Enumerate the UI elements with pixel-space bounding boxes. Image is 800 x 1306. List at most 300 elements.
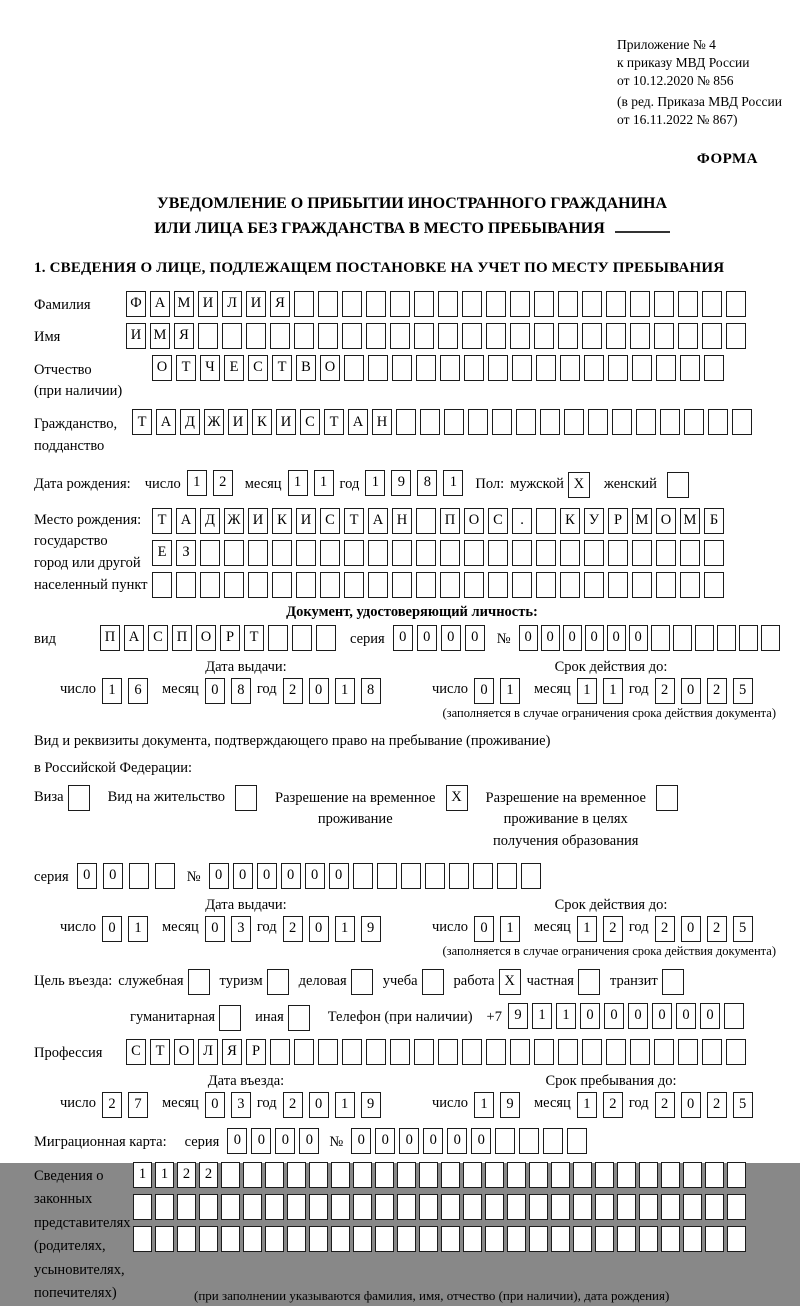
char-cell[interactable]: 2 — [707, 678, 727, 704]
char-cell[interactable] — [416, 540, 436, 566]
char-cell[interactable] — [651, 625, 670, 651]
birth-place-cells-row3[interactable] — [152, 572, 728, 598]
char-cell[interactable] — [560, 572, 580, 598]
char-cell[interactable] — [392, 572, 412, 598]
char-cell[interactable] — [309, 1194, 328, 1220]
phone-number-cells[interactable] — [508, 1003, 748, 1029]
char-cell[interactable] — [507, 1162, 526, 1188]
char-cell[interactable] — [390, 1039, 410, 1065]
char-cell[interactable]: 2 — [655, 678, 675, 704]
char-cell[interactable]: 1 — [577, 678, 597, 704]
char-cell[interactable]: Т — [272, 355, 292, 381]
char-cell[interactable] — [224, 540, 244, 566]
char-cell[interactable]: 0 — [309, 916, 329, 942]
char-cell[interactable] — [705, 1226, 724, 1252]
doc-type-cells[interactable] — [100, 625, 340, 651]
purpose-other-checkbox[interactable] — [288, 1005, 310, 1031]
char-cell[interactable] — [246, 323, 266, 349]
purpose-business-checkbox[interactable] — [351, 969, 373, 995]
char-cell[interactable]: Е — [224, 355, 244, 381]
char-cell[interactable]: 0 — [375, 1128, 395, 1154]
char-cell[interactable]: 0 — [205, 1092, 225, 1118]
char-cell[interactable]: 0 — [257, 863, 277, 889]
char-cell[interactable]: X — [499, 969, 521, 995]
char-cell[interactable] — [660, 409, 680, 435]
char-cell[interactable] — [717, 625, 736, 651]
char-cell[interactable]: . — [512, 508, 532, 534]
char-cell[interactable]: 0 — [281, 863, 301, 889]
char-cell[interactable] — [368, 355, 388, 381]
char-cell[interactable] — [727, 1162, 746, 1188]
char-cell[interactable]: 1 — [365, 470, 385, 496]
char-cell[interactable] — [200, 572, 220, 598]
residence-issue-year-cells[interactable] — [283, 916, 387, 942]
char-cell[interactable] — [519, 1128, 539, 1154]
char-cell[interactable] — [440, 540, 460, 566]
char-cell[interactable] — [248, 540, 268, 566]
char-cell[interactable] — [560, 355, 580, 381]
char-cell[interactable]: А — [124, 625, 144, 651]
char-cell[interactable]: С — [126, 1039, 146, 1065]
char-cell[interactable] — [441, 1162, 460, 1188]
char-cell[interactable]: А — [348, 409, 368, 435]
char-cell[interactable] — [726, 1039, 746, 1065]
char-cell[interactable]: 0 — [351, 1128, 371, 1154]
char-cell[interactable] — [272, 572, 292, 598]
char-cell[interactable]: Н — [372, 409, 392, 435]
char-cell[interactable]: 1 — [288, 470, 308, 496]
birth-day-cells[interactable] — [187, 470, 239, 496]
char-cell[interactable] — [543, 1128, 563, 1154]
char-cell[interactable] — [272, 540, 292, 566]
char-cell[interactable] — [318, 1039, 338, 1065]
char-cell[interactable] — [656, 540, 676, 566]
char-cell[interactable]: 0 — [563, 625, 582, 651]
char-cell[interactable] — [287, 1194, 306, 1220]
char-cell[interactable]: 0 — [604, 1003, 624, 1029]
char-cell[interactable]: 0 — [441, 625, 461, 651]
char-cell[interactable]: 0 — [629, 625, 648, 651]
char-cell[interactable] — [534, 323, 554, 349]
entry-day-cells[interactable] — [102, 1092, 154, 1118]
char-cell[interactable] — [529, 1162, 548, 1188]
residence-valid-year-cells[interactable] — [655, 916, 759, 942]
char-cell[interactable] — [318, 291, 338, 317]
char-cell[interactable] — [449, 863, 469, 889]
char-cell[interactable] — [221, 1162, 240, 1188]
char-cell[interactable] — [702, 1039, 722, 1065]
char-cell[interactable] — [473, 863, 493, 889]
char-cell[interactable] — [270, 1039, 290, 1065]
char-cell[interactable] — [368, 540, 388, 566]
char-cell[interactable] — [309, 1162, 328, 1188]
char-cell[interactable] — [486, 291, 506, 317]
char-cell[interactable] — [617, 1162, 636, 1188]
char-cell[interactable]: М — [174, 291, 194, 317]
char-cell[interactable] — [342, 1039, 362, 1065]
char-cell[interactable] — [316, 625, 336, 651]
char-cell[interactable] — [288, 1005, 310, 1031]
char-cell[interactable] — [521, 863, 541, 889]
char-cell[interactable]: Д — [180, 409, 200, 435]
char-cell[interactable] — [268, 625, 288, 651]
char-cell[interactable] — [392, 355, 412, 381]
char-cell[interactable] — [678, 1039, 698, 1065]
id-valid-month-cells[interactable] — [577, 678, 629, 704]
char-cell[interactable] — [654, 1039, 674, 1065]
char-cell[interactable] — [375, 1162, 394, 1188]
char-cell[interactable]: М — [680, 508, 700, 534]
char-cell[interactable]: 1 — [474, 1092, 494, 1118]
char-cell[interactable] — [727, 1226, 746, 1252]
char-cell[interactable] — [390, 291, 410, 317]
char-cell[interactable]: 8 — [361, 678, 381, 704]
char-cell[interactable] — [617, 1226, 636, 1252]
char-cell[interactable] — [678, 291, 698, 317]
char-cell[interactable]: Р — [220, 625, 240, 651]
char-cell[interactable] — [573, 1226, 592, 1252]
doc-number-cells[interactable] — [519, 625, 783, 651]
char-cell[interactable] — [462, 1039, 482, 1065]
char-cell[interactable] — [248, 572, 268, 598]
char-cell[interactable]: П — [440, 508, 460, 534]
char-cell[interactable]: Ф — [126, 291, 146, 317]
char-cell[interactable] — [155, 1194, 174, 1220]
char-cell[interactable] — [656, 355, 676, 381]
char-cell[interactable]: X — [568, 472, 590, 498]
char-cell[interactable] — [488, 572, 508, 598]
char-cell[interactable]: А — [176, 508, 196, 534]
char-cell[interactable] — [536, 540, 556, 566]
char-cell[interactable]: 0 — [205, 916, 225, 942]
char-cell[interactable]: 9 — [361, 916, 381, 942]
char-cell[interactable] — [462, 291, 482, 317]
char-cell[interactable] — [486, 323, 506, 349]
char-cell[interactable]: 1 — [577, 1092, 597, 1118]
char-cell[interactable] — [176, 572, 196, 598]
char-cell[interactable] — [133, 1226, 152, 1252]
char-cell[interactable] — [296, 572, 316, 598]
char-cell[interactable] — [331, 1226, 350, 1252]
char-cell[interactable] — [488, 540, 508, 566]
char-cell[interactable] — [464, 355, 484, 381]
char-cell[interactable] — [463, 1162, 482, 1188]
char-cell[interactable] — [368, 572, 388, 598]
purpose-official-checkbox[interactable] — [188, 969, 210, 995]
char-cell[interactable]: Ж — [224, 508, 244, 534]
residence-series-cells[interactable] — [77, 863, 181, 889]
char-cell[interactable]: 0 — [227, 1128, 247, 1154]
char-cell[interactable] — [243, 1226, 262, 1252]
char-cell[interactable] — [235, 785, 257, 811]
birth-month-cells[interactable] — [288, 470, 340, 496]
char-cell[interactable] — [497, 863, 517, 889]
char-cell[interactable]: С — [148, 625, 168, 651]
char-cell[interactable]: 0 — [209, 863, 229, 889]
char-cell[interactable]: X — [446, 785, 468, 811]
char-cell[interactable]: 1 — [102, 678, 122, 704]
char-cell[interactable]: 0 — [681, 1092, 701, 1118]
char-cell[interactable]: Т — [176, 355, 196, 381]
char-cell[interactable] — [320, 572, 340, 598]
char-cell[interactable]: 0 — [423, 1128, 443, 1154]
char-cell[interactable] — [420, 409, 440, 435]
char-cell[interactable] — [331, 1194, 350, 1220]
char-cell[interactable] — [732, 409, 752, 435]
char-cell[interactable]: 2 — [177, 1162, 196, 1188]
char-cell[interactable]: К — [560, 508, 580, 534]
char-cell[interactable]: А — [368, 508, 388, 534]
legal-reps-cells-row2[interactable] — [133, 1194, 749, 1220]
char-cell[interactable]: Т — [150, 1039, 170, 1065]
char-cell[interactable]: 1 — [500, 678, 520, 704]
char-cell[interactable] — [463, 1194, 482, 1220]
char-cell[interactable] — [353, 863, 373, 889]
char-cell[interactable] — [612, 409, 632, 435]
char-cell[interactable] — [654, 323, 674, 349]
char-cell[interactable] — [392, 540, 412, 566]
char-cell[interactable] — [419, 1162, 438, 1188]
char-cell[interactable] — [270, 323, 290, 349]
char-cell[interactable] — [375, 1226, 394, 1252]
char-cell[interactable]: О — [152, 355, 172, 381]
char-cell[interactable] — [331, 1162, 350, 1188]
char-cell[interactable] — [632, 540, 652, 566]
char-cell[interactable] — [296, 540, 316, 566]
char-cell[interactable] — [512, 355, 532, 381]
char-cell[interactable] — [353, 1194, 372, 1220]
char-cell[interactable]: С — [300, 409, 320, 435]
char-cell[interactable] — [464, 540, 484, 566]
char-cell[interactable]: 1 — [603, 678, 623, 704]
char-cell[interactable]: 1 — [187, 470, 207, 496]
char-cell[interactable] — [606, 291, 626, 317]
id-issue-month-cells[interactable] — [205, 678, 257, 704]
char-cell[interactable]: 1 — [314, 470, 334, 496]
char-cell[interactable] — [608, 572, 628, 598]
char-cell[interactable] — [416, 355, 436, 381]
residence-valid-month-cells[interactable] — [577, 916, 629, 942]
char-cell[interactable] — [488, 355, 508, 381]
char-cell[interactable] — [462, 323, 482, 349]
char-cell[interactable] — [440, 355, 460, 381]
char-cell[interactable] — [198, 323, 218, 349]
char-cell[interactable] — [375, 1194, 394, 1220]
char-cell[interactable] — [529, 1226, 548, 1252]
id-issue-day-cells[interactable] — [102, 678, 154, 704]
char-cell[interactable]: 1 — [532, 1003, 552, 1029]
char-cell[interactable]: Ж — [204, 409, 224, 435]
char-cell[interactable] — [761, 625, 780, 651]
char-cell[interactable]: К — [272, 508, 292, 534]
char-cell[interactable]: Р — [246, 1039, 266, 1065]
char-cell[interactable] — [309, 1226, 328, 1252]
char-cell[interactable]: 0 — [251, 1128, 271, 1154]
char-cell[interactable]: О — [196, 625, 216, 651]
char-cell[interactable] — [678, 323, 698, 349]
char-cell[interactable]: С — [488, 508, 508, 534]
char-cell[interactable] — [540, 409, 560, 435]
char-cell[interactable]: С — [320, 508, 340, 534]
char-cell[interactable] — [222, 323, 242, 349]
char-cell[interactable] — [414, 323, 434, 349]
char-cell[interactable]: 0 — [585, 625, 604, 651]
visa-checkbox[interactable] — [68, 785, 90, 811]
char-cell[interactable]: И — [248, 508, 268, 534]
char-cell[interactable] — [704, 572, 724, 598]
char-cell[interactable] — [507, 1226, 526, 1252]
migration-card-series-cells[interactable] — [227, 1128, 323, 1154]
char-cell[interactable] — [630, 1039, 650, 1065]
char-cell[interactable]: 0 — [275, 1128, 295, 1154]
birth-place-cells-row2[interactable] — [152, 540, 728, 566]
char-cell[interactable] — [221, 1194, 240, 1220]
char-cell[interactable]: 8 — [417, 470, 437, 496]
migration-card-number-cells[interactable] — [351, 1128, 591, 1154]
char-cell[interactable]: 0 — [399, 1128, 419, 1154]
char-cell[interactable] — [558, 291, 578, 317]
char-cell[interactable]: 0 — [329, 863, 349, 889]
char-cell[interactable] — [294, 323, 314, 349]
char-cell[interactable] — [441, 1226, 460, 1252]
char-cell[interactable] — [632, 572, 652, 598]
char-cell[interactable]: 2 — [707, 1092, 727, 1118]
char-cell[interactable]: О — [174, 1039, 194, 1065]
char-cell[interactable] — [656, 785, 678, 811]
char-cell[interactable]: Л — [222, 291, 242, 317]
char-cell[interactable] — [656, 572, 676, 598]
char-cell[interactable] — [294, 291, 314, 317]
char-cell[interactable]: 9 — [391, 470, 411, 496]
char-cell[interactable]: С — [248, 355, 268, 381]
char-cell[interactable] — [582, 323, 602, 349]
char-cell[interactable] — [199, 1194, 218, 1220]
char-cell[interactable] — [534, 1039, 554, 1065]
char-cell[interactable] — [344, 572, 364, 598]
char-cell[interactable] — [265, 1226, 284, 1252]
char-cell[interactable]: О — [464, 508, 484, 534]
char-cell[interactable] — [133, 1194, 152, 1220]
char-cell[interactable]: 6 — [128, 678, 148, 704]
char-cell[interactable] — [416, 572, 436, 598]
char-cell[interactable] — [636, 409, 656, 435]
given-name-cells[interactable] — [126, 323, 750, 349]
char-cell[interactable] — [683, 1162, 702, 1188]
char-cell[interactable]: 0 — [233, 863, 253, 889]
char-cell[interactable] — [551, 1226, 570, 1252]
char-cell[interactable] — [578, 969, 600, 995]
char-cell[interactable]: 0 — [676, 1003, 696, 1029]
char-cell[interactable] — [704, 540, 724, 566]
char-cell[interactable] — [739, 625, 758, 651]
char-cell[interactable] — [444, 409, 464, 435]
char-cell[interactable] — [438, 323, 458, 349]
char-cell[interactable] — [219, 1005, 241, 1031]
doc-series-cells[interactable] — [393, 625, 489, 651]
char-cell[interactable]: 0 — [541, 625, 560, 651]
char-cell[interactable]: Н — [392, 508, 412, 534]
char-cell[interactable] — [673, 625, 692, 651]
char-cell[interactable]: П — [100, 625, 120, 651]
char-cell[interactable] — [573, 1162, 592, 1188]
char-cell[interactable] — [390, 323, 410, 349]
char-cell[interactable] — [606, 1039, 626, 1065]
char-cell[interactable] — [129, 863, 149, 889]
birth-place-cells-row1[interactable] — [152, 508, 728, 534]
purpose-study-checkbox[interactable] — [422, 969, 444, 995]
char-cell[interactable] — [292, 625, 312, 651]
char-cell[interactable] — [492, 409, 512, 435]
char-cell[interactable] — [366, 1039, 386, 1065]
char-cell[interactable] — [468, 409, 488, 435]
char-cell[interactable] — [318, 323, 338, 349]
char-cell[interactable]: 1 — [133, 1162, 152, 1188]
char-cell[interactable]: 2 — [603, 916, 623, 942]
char-cell[interactable] — [416, 508, 436, 534]
char-cell[interactable] — [617, 1194, 636, 1220]
char-cell[interactable]: А — [150, 291, 170, 317]
char-cell[interactable] — [344, 540, 364, 566]
residence-number-cells[interactable] — [209, 863, 545, 889]
char-cell[interactable]: 1 — [335, 1092, 355, 1118]
char-cell[interactable] — [510, 323, 530, 349]
purpose-humanitarian-checkbox[interactable] — [219, 1005, 241, 1031]
char-cell[interactable] — [177, 1226, 196, 1252]
char-cell[interactable] — [632, 355, 652, 381]
char-cell[interactable] — [595, 1194, 614, 1220]
char-cell[interactable] — [584, 572, 604, 598]
char-cell[interactable]: 9 — [361, 1092, 381, 1118]
char-cell[interactable] — [654, 291, 674, 317]
char-cell[interactable] — [485, 1226, 504, 1252]
char-cell[interactable]: 0 — [205, 678, 225, 704]
char-cell[interactable]: Я — [222, 1039, 242, 1065]
char-cell[interactable] — [419, 1194, 438, 1220]
char-cell[interactable]: О — [656, 508, 676, 534]
char-cell[interactable]: 2 — [283, 678, 303, 704]
char-cell[interactable]: 7 — [128, 1092, 148, 1118]
char-cell[interactable] — [224, 572, 244, 598]
char-cell[interactable]: Р — [608, 508, 628, 534]
char-cell[interactable] — [351, 969, 373, 995]
char-cell[interactable] — [680, 540, 700, 566]
char-cell[interactable] — [683, 1194, 702, 1220]
char-cell[interactable]: 0 — [474, 916, 494, 942]
char-cell[interactable] — [495, 1128, 515, 1154]
char-cell[interactable]: 1 — [443, 470, 463, 496]
entry-month-cells[interactable] — [205, 1092, 257, 1118]
char-cell[interactable] — [702, 323, 722, 349]
char-cell[interactable]: О — [320, 355, 340, 381]
char-cell[interactable] — [684, 409, 704, 435]
char-cell[interactable]: 2 — [655, 916, 675, 942]
char-cell[interactable]: 2 — [199, 1162, 218, 1188]
char-cell[interactable] — [639, 1162, 658, 1188]
char-cell[interactable] — [397, 1194, 416, 1220]
char-cell[interactable]: 2 — [707, 916, 727, 942]
char-cell[interactable]: 0 — [519, 625, 538, 651]
char-cell[interactable] — [419, 1226, 438, 1252]
char-cell[interactable]: Б — [704, 508, 724, 534]
char-cell[interactable]: И — [296, 508, 316, 534]
char-cell[interactable] — [560, 540, 580, 566]
purpose-private-checkbox[interactable] — [578, 969, 600, 995]
char-cell[interactable] — [667, 472, 689, 498]
char-cell[interactable] — [243, 1162, 262, 1188]
char-cell[interactable] — [702, 291, 722, 317]
char-cell[interactable] — [199, 1226, 218, 1252]
char-cell[interactable] — [582, 1039, 602, 1065]
